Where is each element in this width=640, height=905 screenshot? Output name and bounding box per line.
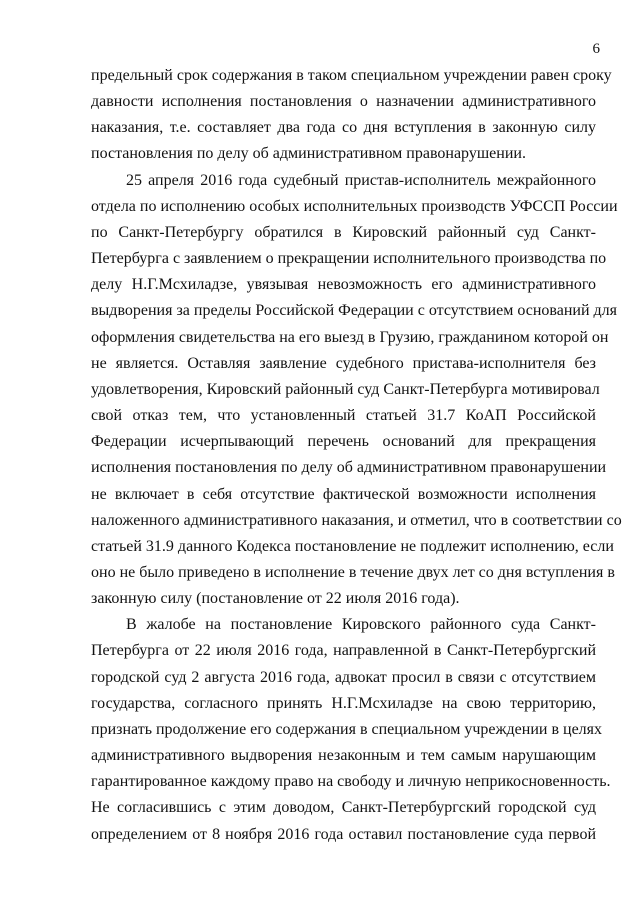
text-line: Федерации исчерпывающий перечень оснований для прекращения: [91, 433, 596, 451]
text-line: исполнения постановления по делу об административном правонарушении: [91, 459, 607, 477]
text-line: выдворения за пределы Российской Федерации с отсутствием оснований для: [91, 302, 618, 320]
text-line: городской суд 2 августа 2016 года, адвокат просил в связи с отсутствием: [91, 668, 596, 686]
text-line: признать продолжение его содержания в специальном учреждении в целях: [91, 720, 603, 738]
text-line: Не согласившись с этим доводом, Санкт-Петербургский городской суд: [91, 799, 596, 817]
text-line: давности исполнения постановления о назначении административного: [91, 93, 596, 111]
text-line: статьей 31.9 данного Кодекса постановление не подлежит исполнению, если: [91, 537, 614, 555]
paragraph-first-line: В жалобе на постановление Кировского районного суда Санкт-: [126, 616, 596, 634]
text-line: делу Н.Г.Мсхиладзе, увязывая невозможность его административного: [91, 276, 596, 294]
text-line: Петербурга от 22 июля 2016 года, направленной в Санкт-Петербургский: [91, 642, 596, 660]
text-line: оно не было приведено в исполнение в течение двух лет со дня вступления в: [91, 563, 615, 581]
page-number: 6: [592, 41, 600, 57]
text-line: свой отказ тем, что установленный статьей 31.7 КоАП Российской: [91, 407, 596, 425]
text-line: определением от 8 ноября 2016 года оставил постановление суда первой: [91, 825, 596, 843]
text-line: Петербурга с заявлением о прекращении исполнительного производства по: [91, 250, 607, 268]
text-line: не является. Оставляя заявление судебного пристава-исполнителя без: [91, 354, 596, 372]
text-line: административного выдворения незаконным и тем самым нарушающим: [91, 747, 596, 765]
text-line: предельный срок содержания в таком специальном учреждении равен сроку: [91, 67, 612, 84]
text-line: оформления свидетельства на его выезд в Грузию, гражданином которой он: [91, 328, 609, 346]
text-line: постановления по делу об административном правонарушении.: [91, 145, 526, 163]
text-line: государства, согласного принять Н.Г.Мсхиладзе на свою территорию,: [91, 694, 596, 712]
text-line: удовлетворения, Кировский районный суд Санкт-Петербурга мотивировал: [91, 380, 600, 398]
text-line: наложенного административного наказания, и отметил, что в соответствии со: [91, 511, 622, 529]
text-line: законную силу (постановление от 22 июля 2016 года).: [91, 590, 460, 608]
document-body: [91, 63, 622, 848]
text-line: по Санкт-Петербургу обратился в Кировский районный суд Санкт-: [91, 223, 596, 241]
paragraph-first-line: 25 апреля 2016 года судебный пристав-исполнитель межрайонного: [126, 171, 596, 189]
text-line: гарантированное каждому право на свободу и личную неприкосновенность.: [91, 773, 611, 791]
text-line: не включает в себя отсутствие фактической возможности исполнения: [91, 485, 596, 503]
text-line: наказания, т.е. составляет два года со дня вступления в законную силу: [91, 119, 596, 137]
text-line: отдела по исполнению особых исполнительных производств УФССП России: [91, 197, 618, 215]
